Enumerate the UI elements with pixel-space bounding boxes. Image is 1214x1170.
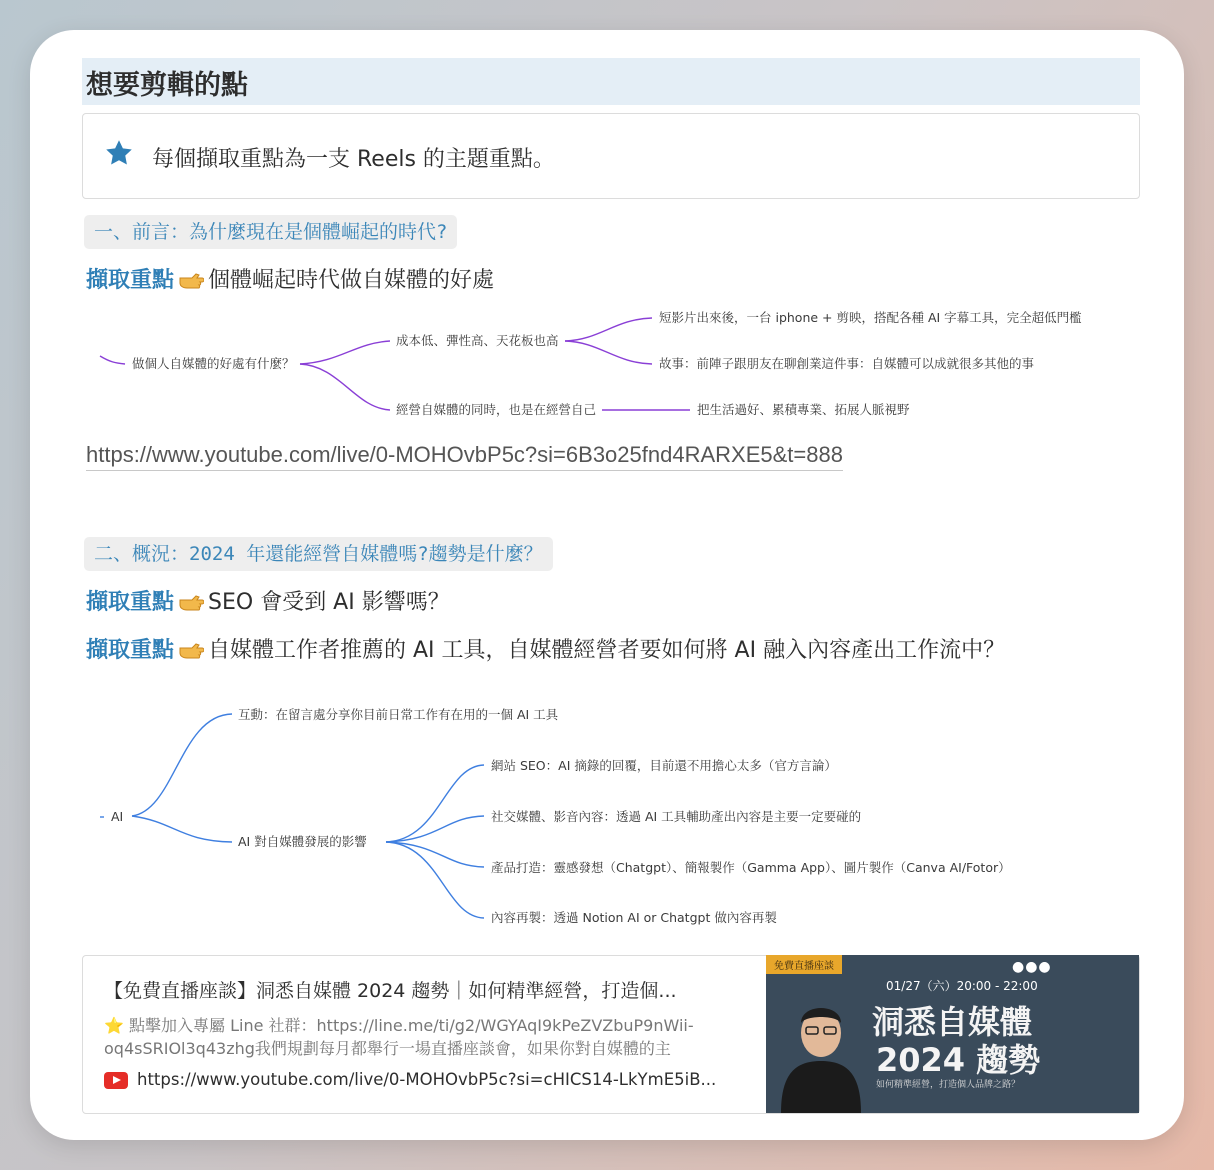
bookmark-url-text: https://www.youtube.com/live/0-MOHOvbP5c?si=cHICS14-LkYmE5iB...	[137, 1070, 717, 1089]
thumbnail-subtitle: 如何精準經營，打造個人品牌之路？	[876, 1080, 1021, 1090]
mindmap-2-leaf: 產品打造：靈感發想（Chatgpt）、簡報製作（Gamma App）、圖片製作（Canva AI/Fotor）	[491, 860, 1011, 875]
mindmap-1-branch: 成本低、彈性高、天花板也高	[396, 333, 559, 348]
key-point-label: 擷取重點	[86, 268, 175, 293]
mindmap-2-leaf: 網站 SEO：AI 摘錄的回覆，目前還不用擔心太多（官方言論）	[491, 758, 837, 773]
presenter-photo	[776, 993, 866, 1113]
bookmark-url[interactable]	[104, 1070, 716, 1089]
mindmap-2-branch: AI 對自媒體發展的影響	[238, 834, 367, 849]
mindmap-1-root: 做個人自媒體的好處有什麼？	[132, 356, 295, 371]
mindmap-2-branch: 互動：在留言處分享你目前日常工作有在用的一個 AI 工具	[238, 707, 559, 722]
thumbnail-headline: 洞悉自媒體	[872, 1003, 1033, 1041]
bookmark-title[interactable]: 【免費直播座談】洞悉自媒體 2024 趨勢｜如何精準經營，打造個...	[104, 980, 677, 1002]
youtube-icon	[104, 1072, 128, 1089]
thumbnail-badge: 免費直播座談	[766, 955, 842, 974]
thumbnail-date: 01/27（六）20:00 - 22:00	[886, 979, 1038, 993]
bookmark-thumbnail[interactable]	[766, 955, 1139, 1113]
mindmap-1-leaf: 把生活過好、累積專業、拓展人脈視野	[697, 402, 910, 417]
mindmap-2-leaf: 內容再製：透過 Notion AI or Chatgpt 做內容再製	[491, 910, 777, 925]
page-title: 想要剪輯的點	[86, 70, 248, 100]
mindmap-1-branch: 經營自媒體的同時，也是在經營自己	[396, 402, 597, 417]
key-point-text: 自媒體工作者推薦的 AI 工具，自媒體經營者要如何將 AI 融入內容產出工作流中？	[208, 638, 1006, 663]
callout-text: 每個擷取重點為一支 Reels 的主題重點。	[152, 147, 555, 172]
mindmap-1-leaf: 短影片出來後，一台 iphone + 剪映，搭配各種 AI 字幕工具，完全超低門檻	[659, 310, 1082, 325]
key-point-label: 擷取重點	[86, 590, 175, 615]
mindmap-2-root: AI	[111, 809, 124, 824]
key-point-text: 個體崛起時代做自媒體的好處	[208, 268, 495, 293]
key-point-label: 擷取重點	[86, 638, 175, 663]
section-2-heading: 二、概況：2024 年還能經營自媒體嗎?趨勢是什麼？	[84, 537, 553, 571]
youtube-link[interactable]: https://www.youtube.com/live/0-MOHOvbP5c?si=6B3o25fnd4RARXE5&t=888	[86, 440, 843, 471]
section-1-heading: 一、前言：為什麼現在是個體崛起的時代?	[84, 215, 457, 249]
more-dots-icon: ●●●	[1012, 959, 1052, 975]
mindmap-1-leaf: 故事：前陣子跟朋友在聊創業這件事：自媒體可以成就很多其他的事	[659, 356, 1035, 371]
bookmark-description: ⭐ 點擊加入專屬 Line 社群：https://line.me/ti/g2/WGYAqI9kPeZVZbuP9nWii-oq4sSRIOl3q43zhg我們規劃每月都舉行一場直播座談會，如果你對自媒體的主	[104, 1016, 694, 1058]
key-point-text: SEO 會受到 AI 影響嗎？	[208, 590, 450, 615]
thumbnail-headline: 2024 趨勢	[876, 1041, 1041, 1079]
mindmap-2-leaf: 社交媒體、影音內容：透過 AI 工具輔助產出內容是主要一定要碰的	[491, 809, 862, 824]
